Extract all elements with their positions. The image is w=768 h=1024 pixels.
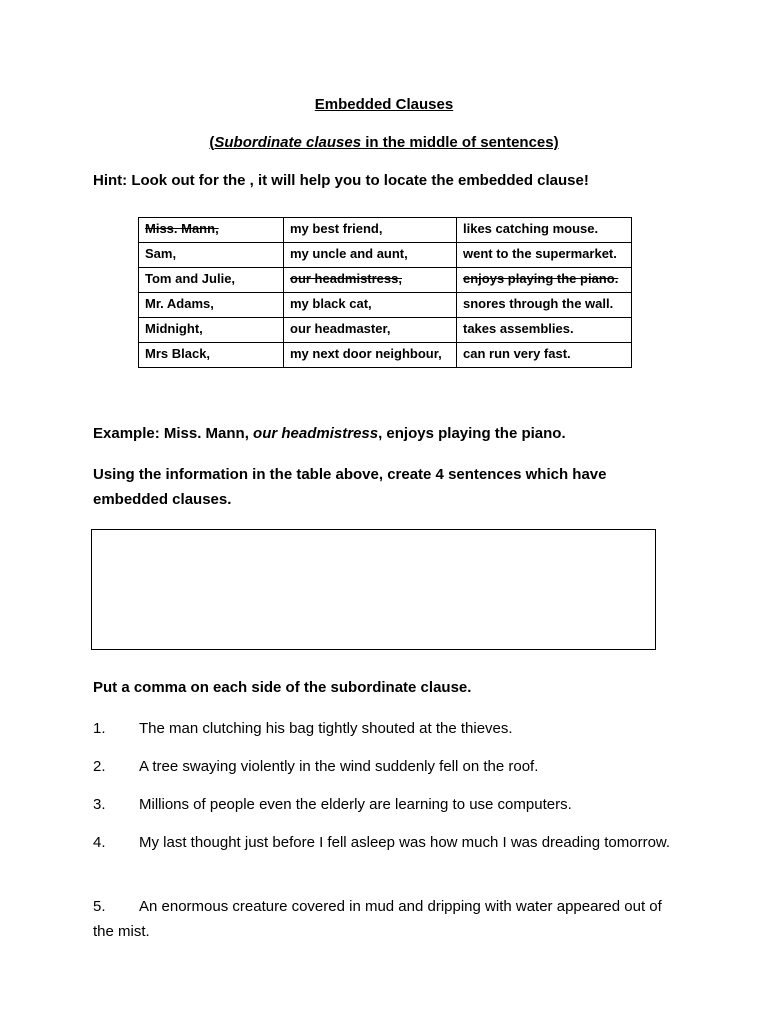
table-cell-text: snores through the wall. [463, 296, 614, 311]
example-prefix: Example: Miss. Mann, [93, 425, 254, 442]
example-sentence [93, 425, 566, 442]
sentence-item [93, 792, 673, 817]
table-cell-text: my next door neighbour, [290, 346, 442, 361]
sentence-text: An enormous creature covered in mud and dripping with water appeared out of the mist. [93, 898, 662, 940]
sentence-item [93, 716, 673, 741]
answer-box[interactable] [91, 529, 656, 650]
table-cell-text: Mr. Adams, [145, 296, 214, 311]
table-cell-text: went to the supermarket. [463, 246, 617, 261]
table-cell [284, 268, 457, 293]
table-cell-text: Sam, [145, 246, 177, 261]
subtitle-italic: Subordinate clauses [214, 134, 362, 151]
sentence-item [93, 754, 673, 779]
sentence-text: A tree swaying violently in the wind suddenly fell on the roof. [139, 758, 539, 775]
table-row [139, 243, 632, 268]
table-cell [139, 218, 284, 243]
table-cell [284, 293, 457, 318]
sentence-text: The man clutching his bag tightly shouted at the thieves. [139, 720, 513, 737]
sentence-item [93, 894, 673, 944]
table-row [139, 218, 632, 243]
sentence-number: 1. [93, 720, 106, 737]
table-cell-text: Tom and Julie, [145, 271, 236, 286]
table-cell-text: likes catching mouse. [463, 221, 599, 236]
table-cell [457, 318, 632, 343]
sentence-number: 2. [93, 758, 106, 775]
table-cell [457, 268, 632, 293]
subtitle-rest: in the middle of sentences) [361, 134, 559, 151]
page-title: Embedded Clauses [314, 96, 454, 113]
table-cell-text: my black cat, [290, 296, 372, 311]
table-cell [139, 318, 284, 343]
table-row [139, 318, 632, 343]
table-cell-text: my uncle and aunt, [290, 246, 408, 261]
example-suffix: , enjoys playing the piano. [378, 425, 566, 442]
sentence-text: My last thought just before I fell asleep was how much I was dreading tomorrow. [139, 834, 671, 851]
task-heading: Put a comma on each side of the subordinate clause. [93, 679, 472, 696]
table-row [139, 268, 632, 293]
sentence-number: 3. [93, 796, 106, 813]
table-cell-text: can run very fast. [463, 346, 571, 361]
sentence-number: 5. [93, 898, 106, 915]
example-italic: our headmistress [253, 425, 379, 442]
table-cell-text: Midnight, [145, 321, 203, 336]
table-cell [139, 243, 284, 268]
clauses-table-body [139, 218, 632, 368]
table-cell [457, 343, 632, 368]
clauses-table [138, 217, 632, 368]
sentence-text: Millions of people even the elderly are learning to use computers. [139, 796, 572, 813]
table-cell-text: enjoys playing the piano. [463, 271, 619, 286]
table-cell [284, 218, 457, 243]
page-subtitle [0, 134, 768, 151]
table-cell [284, 343, 457, 368]
sentence-item [93, 830, 673, 855]
table-cell [457, 243, 632, 268]
table-cell-text: my best friend, [290, 221, 383, 236]
table-cell [284, 243, 457, 268]
table-cell [139, 268, 284, 293]
hint-text: Hint: Look out for the , it will help you to locate the embedded clause! [93, 172, 589, 189]
subtitle-open: ( [209, 134, 215, 151]
table-cell-text: Miss. Mann, [145, 221, 219, 236]
table-cell [139, 293, 284, 318]
table-row [139, 343, 632, 368]
table-cell [284, 318, 457, 343]
table-cell-text: our headmaster, [290, 321, 391, 336]
table-cell [139, 343, 284, 368]
table-cell [457, 218, 632, 243]
instruction-text: Using the information in the table above, create 4 sentences which have embedded clauses. [93, 466, 607, 508]
table-cell-text: Mrs Black, [145, 346, 211, 361]
table-cell-text: our headmistress, [290, 271, 402, 286]
sentence-number: 4. [93, 834, 106, 851]
table-row [139, 293, 632, 318]
table-cell-text: takes assemblies. [463, 321, 574, 336]
table-cell [457, 293, 632, 318]
